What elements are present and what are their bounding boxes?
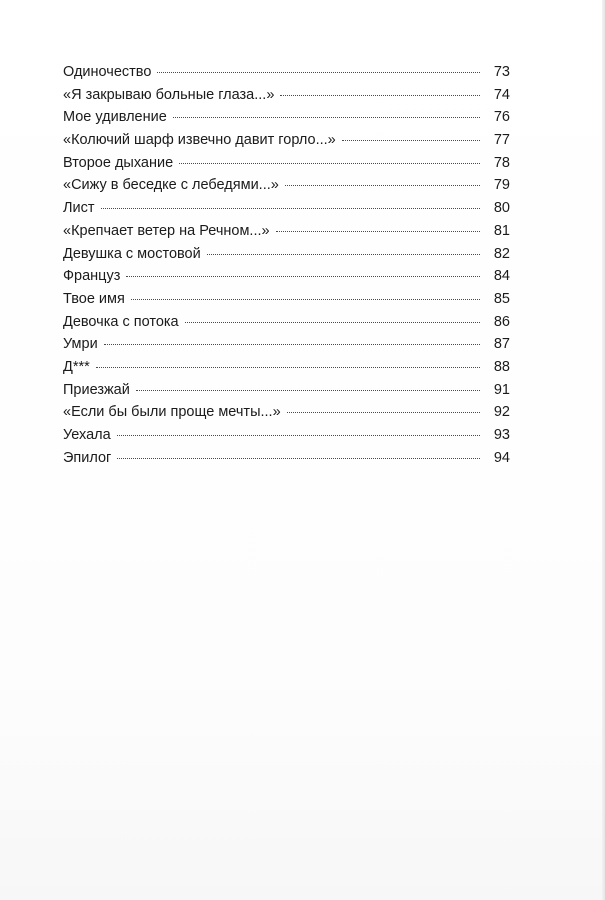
toc-entry: [63, 220, 510, 243]
toc-entry-title: Второе дыхание: [63, 154, 174, 171]
toc-entry: [63, 379, 510, 402]
toc-entry: [63, 401, 510, 424]
dot-leader: [157, 71, 480, 73]
toc-entry-page-number: 88: [493, 358, 510, 375]
toc-entry: [63, 333, 510, 356]
toc-entry-title: Умри: [63, 336, 98, 353]
dot-leader: [280, 94, 480, 96]
dot-leader: [287, 411, 480, 413]
toc-entry-page-number: 74: [493, 86, 510, 103]
toc-entry: [63, 174, 510, 197]
toc-entry-page-number: 85: [493, 290, 510, 307]
toc-entry: [63, 265, 510, 288]
toc-entry: [63, 106, 510, 129]
toc-entry-title: Приезжай: [63, 381, 130, 398]
toc-entry-title: Уехала: [63, 427, 111, 443]
dot-leader: [96, 366, 480, 368]
dot-leader: [207, 253, 480, 255]
toc-entry-title: Лист: [63, 200, 95, 217]
toc-entry: [63, 197, 510, 220]
toc-entry: [63, 243, 510, 266]
dot-leader: [179, 162, 480, 164]
toc-entry-page-number: 91: [493, 381, 510, 398]
toc-entry-title: Француз: [63, 268, 121, 285]
dot-leader: [101, 207, 480, 209]
dot-leader: [126, 275, 480, 277]
toc-entry-title: «Если бы были проще мечты...»: [63, 404, 281, 421]
toc-entry-page-number: 80: [493, 200, 510, 217]
toc-entry-page-number: 92: [493, 404, 510, 421]
dot-leader: [104, 343, 480, 345]
dot-leader: [117, 434, 480, 436]
dot-leader: [185, 321, 480, 323]
dot-leader: [117, 457, 480, 459]
toc-entry-title: «Крепчает ветер на Речном...»: [63, 222, 270, 239]
toc-entry: [63, 288, 510, 311]
toc-entry-title: Мое удивление: [63, 109, 167, 126]
toc-entry: [63, 311, 510, 334]
dot-leader: [342, 139, 480, 141]
toc-entry-title: «Колючий шарф извечно давит горло...»: [63, 132, 336, 149]
toc-entry-page-number: 78: [493, 154, 510, 171]
toc-entry: [63, 84, 510, 107]
toc-entry-title: «Я закрываю больные глаза...»: [63, 86, 275, 103]
toc-entry-title: Одиночество: [63, 64, 152, 80]
toc-entry-page-number: 77: [493, 132, 510, 149]
toc-entry-title: Эпилог: [63, 449, 112, 466]
toc-entry: [63, 424, 510, 447]
dot-leader: [136, 389, 480, 391]
toc-entry-page-number: 76: [493, 109, 510, 126]
toc-entry: [63, 447, 510, 470]
dot-leader: [173, 116, 480, 118]
toc-entry-title: Твое имя: [63, 290, 125, 307]
dot-leader: [131, 298, 480, 300]
toc-entry: [63, 356, 510, 379]
toc-entry-title: «Сижу в беседке с лебедями...»: [63, 177, 279, 194]
toc-entry-page-number: 94: [493, 449, 510, 466]
dot-leader: [276, 230, 480, 232]
toc-entry-page-number: 87: [493, 336, 510, 353]
toc-entry-page-number: 79: [493, 177, 510, 194]
toc-entry-page-number: 84: [493, 268, 510, 285]
toc-entry-page-number: 93: [493, 427, 510, 443]
toc-entry-title: Девочка с потока: [63, 313, 179, 330]
toc-entry-page-number: 81: [493, 222, 510, 239]
toc-entry: [63, 152, 510, 175]
toc-entry-page-number: 82: [493, 245, 510, 262]
toc-entry-page-number: 86: [493, 313, 510, 330]
toc-entry-title: Девушка с мостовой: [63, 245, 201, 262]
toc-entry: [63, 129, 510, 152]
toc-entry: [63, 61, 510, 84]
toc-entry-title: Д***: [63, 358, 90, 375]
toc-entry-page-number: 73: [493, 64, 510, 80]
dot-leader: [285, 184, 480, 186]
table-of-contents: [63, 61, 510, 469]
